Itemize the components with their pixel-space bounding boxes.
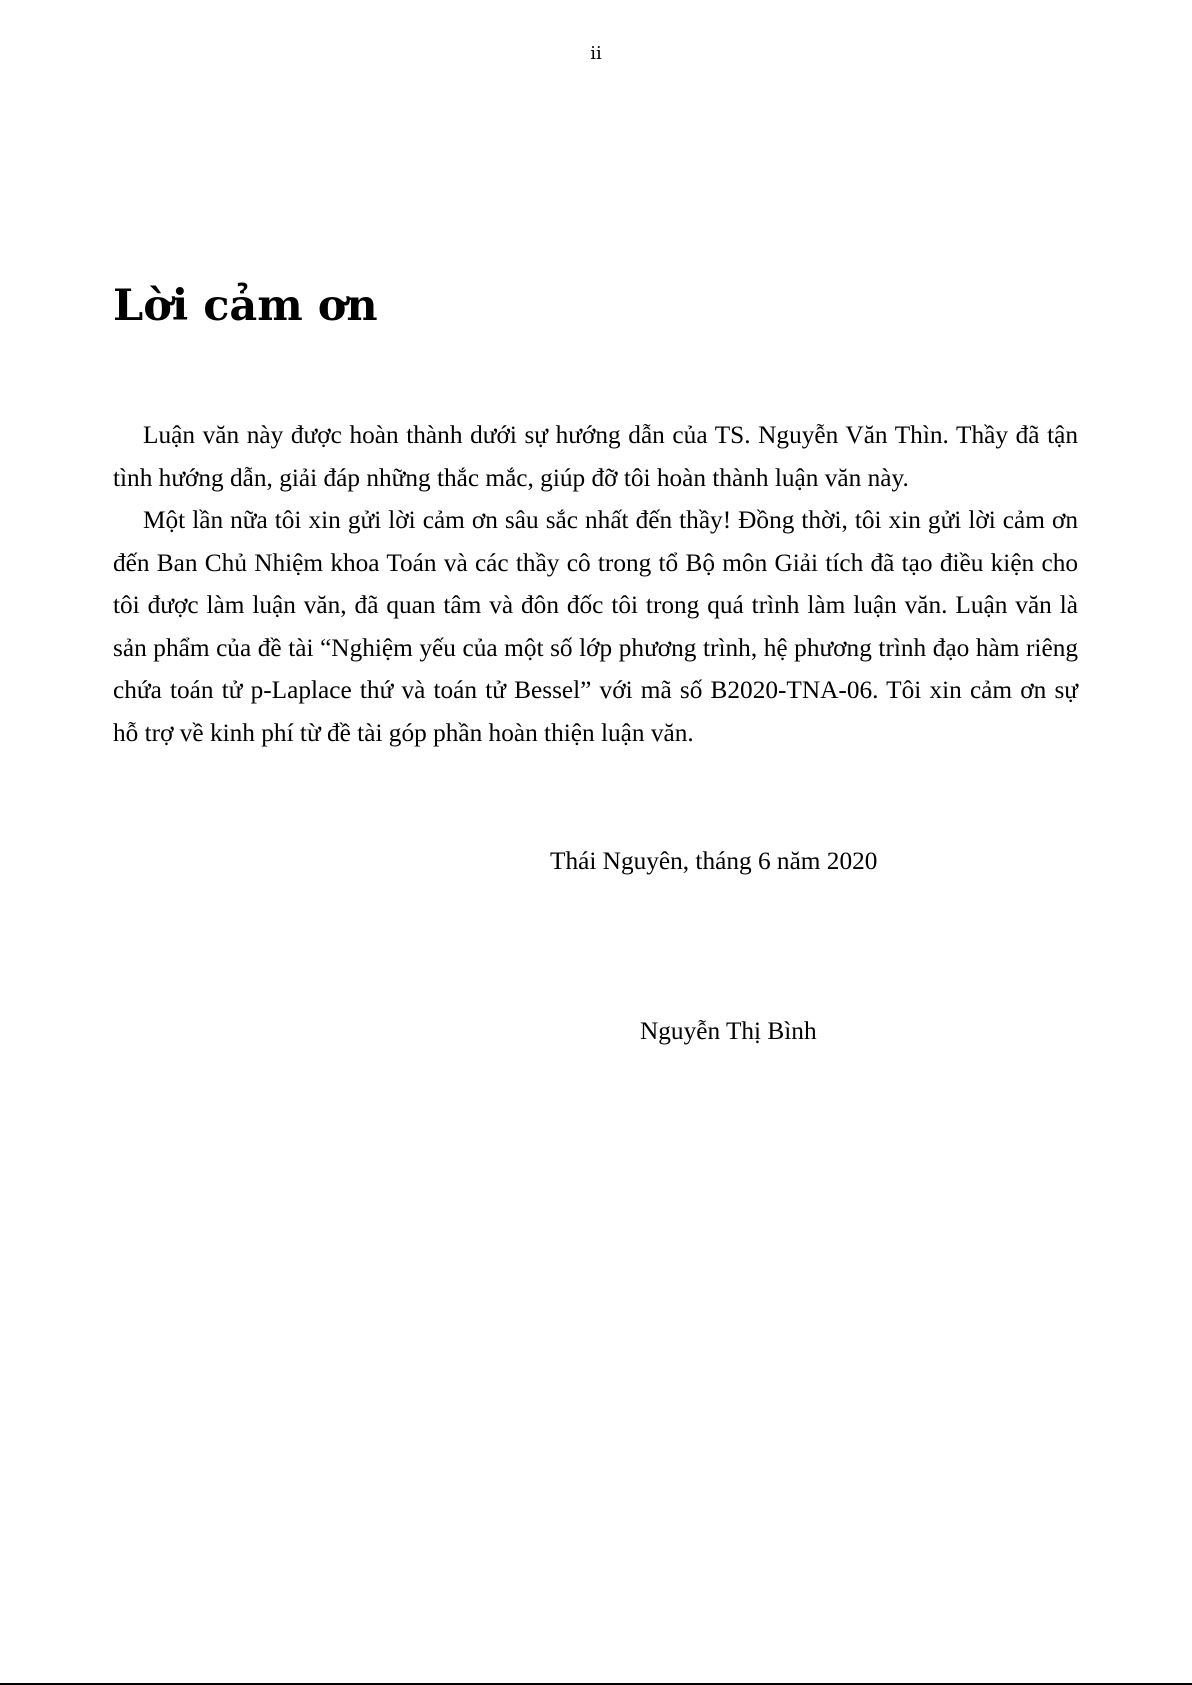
- page-number: ii: [590, 43, 602, 64]
- paragraph-1: Luận văn này được hoàn thành dưới sự hướng dẫn của TS. Nguyễn Văn Thìn. Thầy đã tận tình hướng dẫn, giải đáp những thắc mắc, giúp đỡ tôi hoàn thành luận văn này.: [113, 421, 1078, 492]
- signature-author: Nguyễn Thị Bình: [640, 1017, 817, 1045]
- chapter-title: Lời cảm ơn: [113, 281, 378, 331]
- signature-place-date: Thái Nguyên, tháng 6 năm 2020: [550, 847, 878, 875]
- paragraph-2: Một lần nữa tôi xin gửi lời cảm ơn sâu sắc nhất đến thầy! Đồng thời, tôi xin gửi lời cảm ơn đến Ban Chủ Nhiệm khoa Toán và các thầy cô trong tổ Bộ môn Giải tích đã tạo điều kiện cho tôi được làm luận văn, đã quan tâm và đôn đốc tôi trong quá trình làm luận văn. Luận văn là sản phẩm của đề tài “Nghiệm yếu của một số lớp phương trình, hệ phương trình đạo hàm riêng chứa toán tử p-Laplace thứ và toán tử Bessel” với mã số B2020-TNA-06. Tôi xin cảm ơn sự hỗ trợ về kinh phí từ đề tài góp phần hoàn thiện luận văn.: [113, 506, 1078, 747]
- acknowledgement-body: [113, 414, 1078, 754]
